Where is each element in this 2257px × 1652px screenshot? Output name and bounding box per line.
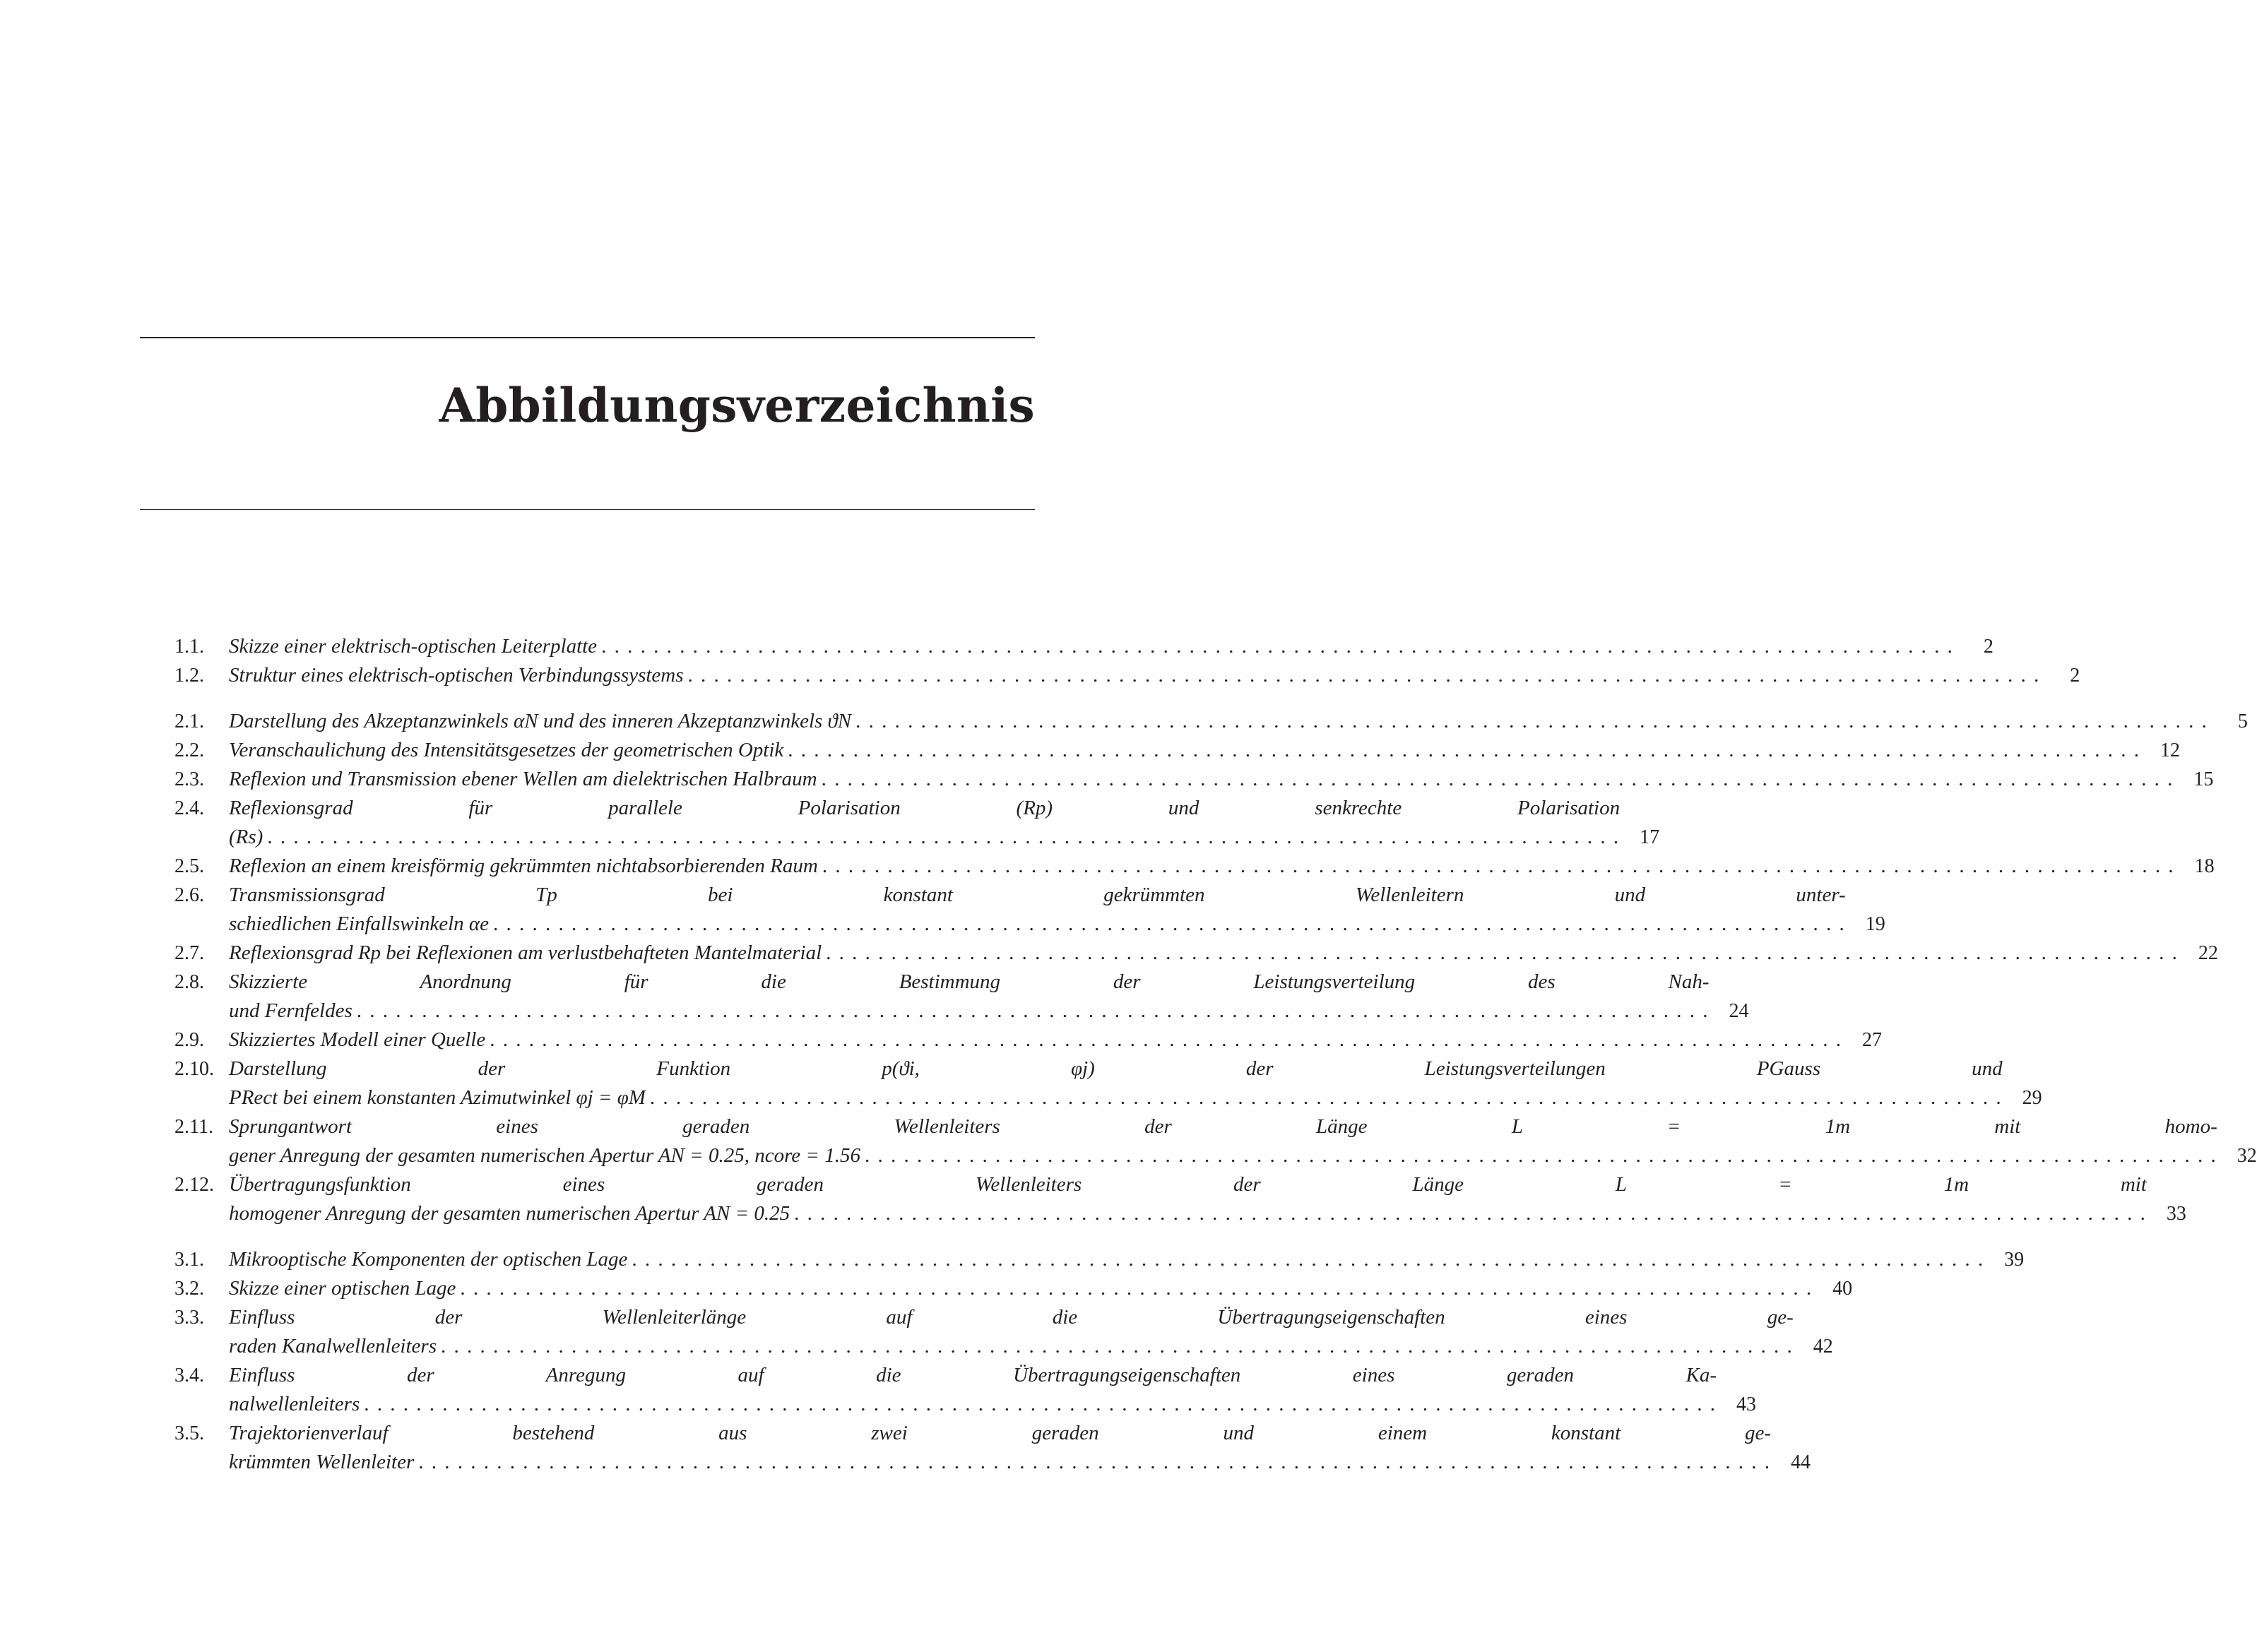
entry-caption: Darstellung des Akzeptanzwinkels αN und des inneren Akzeptanzwinkels ϑN bbox=[229, 710, 852, 732]
page-number: 15 bbox=[2193, 768, 2214, 790]
entry-caption: raden Kanalwellenleiters bbox=[229, 1335, 437, 1357]
leader-dots bbox=[788, 736, 2140, 765]
entry-number: 2.4. bbox=[174, 797, 204, 819]
entry-caption: Sprungantwort eines geraden Wellenleiters der Länge L = 1m mit homo- bbox=[229, 1115, 2217, 1138]
page-number: 32 bbox=[2237, 1145, 2257, 1167]
entry-caption: Einfluss der Wellenleiterlänge auf die Übertragungseigenschaften eines ge- bbox=[229, 1306, 1794, 1329]
entry-number: 2.9. bbox=[174, 1029, 204, 1051]
entry-caption: Struktur eines elektrisch-optischen Verbindungssystems bbox=[229, 664, 684, 687]
entry-caption: Skizzierte Anordnung für die Bestimmung der Leistungsverteilung des Nah- bbox=[229, 970, 1710, 993]
page-number: 19 bbox=[1865, 913, 1885, 935]
entry-number: 3.4. bbox=[174, 1365, 204, 1386]
toc-entry[interactable] bbox=[174, 661, 2080, 690]
entry-number: 3.5. bbox=[174, 1422, 204, 1444]
toc-entry[interactable] bbox=[174, 1274, 1853, 1303]
top-rule bbox=[140, 337, 1035, 338]
entry-caption: nalwellenleiters bbox=[229, 1393, 360, 1415]
entry-caption: und Fernfeldes bbox=[229, 999, 353, 1022]
page-number: 18 bbox=[2194, 855, 2215, 877]
toc-entry[interactable] bbox=[174, 707, 2248, 736]
entry-caption: Skizze einer elektrisch-optischen Leiterplatte bbox=[229, 635, 598, 658]
page-number: 44 bbox=[1791, 1451, 1811, 1473]
entry-number: 2.3. bbox=[174, 768, 204, 790]
leader-dots bbox=[822, 852, 2175, 881]
toc-entry[interactable] bbox=[174, 794, 1660, 852]
leader-dots bbox=[822, 765, 2174, 794]
leader-dots bbox=[650, 1083, 2003, 1112]
page-number: 39 bbox=[2004, 1249, 2025, 1271]
toc-entry[interactable] bbox=[174, 1303, 1833, 1361]
leader-dots bbox=[460, 1274, 1813, 1303]
toc-entry[interactable] bbox=[174, 1361, 1756, 1419]
page-title: Abbildungsverzeichnis bbox=[439, 378, 1035, 433]
entry-caption: krümmten Wellenleiter bbox=[229, 1451, 415, 1473]
entry-caption: Reflexion an einem kreisförmig gekrümmten nichtabsorbierenden Raum bbox=[229, 855, 818, 877]
page-number: 43 bbox=[1736, 1393, 1756, 1415]
leader-dots bbox=[441, 1332, 1794, 1361]
entry-number: 2.1. bbox=[174, 711, 204, 732]
toc-entry[interactable] bbox=[174, 1419, 1811, 1477]
entry-caption: Veranschaulichung des Intensitätsgesetzes der geometrischen Optik bbox=[229, 739, 784, 761]
entry-number: 2.11. bbox=[174, 1116, 213, 1138]
entry-caption: Reflexion und Transmission ebener Wellen am dielektrischen Halbraum bbox=[229, 768, 817, 790]
leader-dots bbox=[601, 632, 1954, 661]
entry-number: 2.2. bbox=[174, 739, 204, 761]
entry-caption: Reflexionsgrad für parallele Polarisation (Rp) und senkrechte Polarisation bbox=[229, 797, 1621, 819]
figure-group bbox=[174, 1245, 2025, 1477]
leader-dots bbox=[364, 1390, 1717, 1419]
entry-caption: Transmissionsgrad Tp bei konstant gekrümmten Wellenleitern und unter- bbox=[229, 884, 1846, 906]
toc-entry[interactable] bbox=[174, 881, 1885, 939]
leader-dots bbox=[688, 661, 2041, 690]
toc-entry[interactable] bbox=[174, 1170, 2186, 1228]
entry-caption: gener Anregung der gesamten numerischen Apertur AN = 0.25, ncore = 1.56 bbox=[229, 1144, 860, 1167]
entry-number: 2.7. bbox=[174, 942, 204, 964]
entry-number: 2.10. bbox=[174, 1058, 214, 1080]
page-number: 5 bbox=[2237, 711, 2248, 732]
page-number: 12 bbox=[2160, 739, 2181, 761]
entry-number: 2.5. bbox=[174, 855, 204, 877]
leader-dots bbox=[418, 1448, 1771, 1477]
entry-number: 2.6. bbox=[174, 884, 204, 906]
toc-entry[interactable] bbox=[174, 1112, 2257, 1170]
toc-entry[interactable] bbox=[174, 632, 1994, 661]
page-number: 42 bbox=[1813, 1336, 1833, 1357]
toc-entry[interactable] bbox=[174, 852, 2215, 881]
entry-caption: PRect bei einem konstanten Azimutwinkel φj = φM bbox=[229, 1086, 646, 1109]
entry-number: 3.1. bbox=[174, 1249, 204, 1271]
entry-number: 3.2. bbox=[174, 1278, 204, 1300]
page-number: 2 bbox=[1983, 636, 1994, 658]
page-number: 24 bbox=[1729, 1000, 1749, 1022]
toc-entry[interactable] bbox=[174, 939, 2218, 968]
leader-dots bbox=[865, 1141, 2217, 1170]
leader-dots bbox=[357, 997, 1710, 1026]
entry-caption: Skizze einer optischen Lage bbox=[229, 1277, 456, 1300]
entry-caption: Mikrooptische Komponenten der optischen Lage bbox=[229, 1248, 628, 1271]
toc-entry[interactable] bbox=[174, 736, 2181, 765]
page-number: 29 bbox=[2022, 1087, 2042, 1109]
entry-caption: Darstellung der Funktion p(ϑi, φj) der Leistungsverteilungen PGauss und bbox=[229, 1057, 2003, 1080]
leader-dots bbox=[794, 1199, 2147, 1228]
page-number: 27 bbox=[1861, 1029, 1882, 1051]
entry-caption: (Rs) bbox=[229, 826, 263, 848]
leader-dots bbox=[826, 939, 2179, 968]
page-number: 40 bbox=[1832, 1278, 1853, 1300]
entry-caption: homogener Anregung der gesamten numerischen Apertur AN = 0.25 bbox=[229, 1202, 790, 1225]
toc-entry[interactable] bbox=[174, 765, 2214, 794]
list-of-figures bbox=[174, 632, 2257, 1494]
page-number: 17 bbox=[1640, 826, 1660, 848]
leader-dots bbox=[855, 707, 2208, 736]
toc-entry[interactable] bbox=[174, 1245, 2025, 1274]
entry-caption: Einfluss der Anregung auf die Übertragungseigenschaften eines geraden Ka- bbox=[229, 1364, 1717, 1386]
entry-number: 3.3. bbox=[174, 1307, 204, 1329]
entry-caption: Trajektorienverlauf bestehend aus zwei geraden und einem konstant ge- bbox=[229, 1422, 1772, 1444]
page-number: 33 bbox=[2166, 1203, 2186, 1225]
bottom-rule bbox=[140, 509, 1035, 510]
leader-dots bbox=[493, 910, 1846, 939]
toc-entry[interactable] bbox=[174, 1054, 2042, 1112]
leader-dots bbox=[632, 1245, 1984, 1274]
entry-caption: Skizziertes Modell einer Quelle bbox=[229, 1028, 486, 1051]
entry-number: 1.2. bbox=[174, 665, 204, 687]
figure-group bbox=[174, 707, 2257, 1228]
toc-entry[interactable] bbox=[174, 1026, 1882, 1054]
page-number: 22 bbox=[2198, 942, 2218, 964]
entry-caption: schiedlichen Einfallswinkeln αe bbox=[229, 913, 489, 935]
entry-caption: Reflexionsgrad Rp bei Reflexionen am verlustbehafteten Mantelmaterial bbox=[229, 941, 822, 964]
entry-number: 2.8. bbox=[174, 971, 204, 993]
entry-caption: Übertragungsfunktion eines geraden Wellenleiters der Länge L = 1m mit bbox=[229, 1173, 2147, 1196]
entry-number: 1.1. bbox=[174, 636, 204, 658]
leader-dots bbox=[267, 823, 1620, 852]
leader-dots bbox=[490, 1026, 1842, 1054]
page-number: 2 bbox=[2070, 665, 2080, 687]
figure-group bbox=[174, 632, 2080, 690]
entry-number: 2.12. bbox=[174, 1174, 214, 1196]
toc-entry[interactable] bbox=[174, 968, 1749, 1026]
